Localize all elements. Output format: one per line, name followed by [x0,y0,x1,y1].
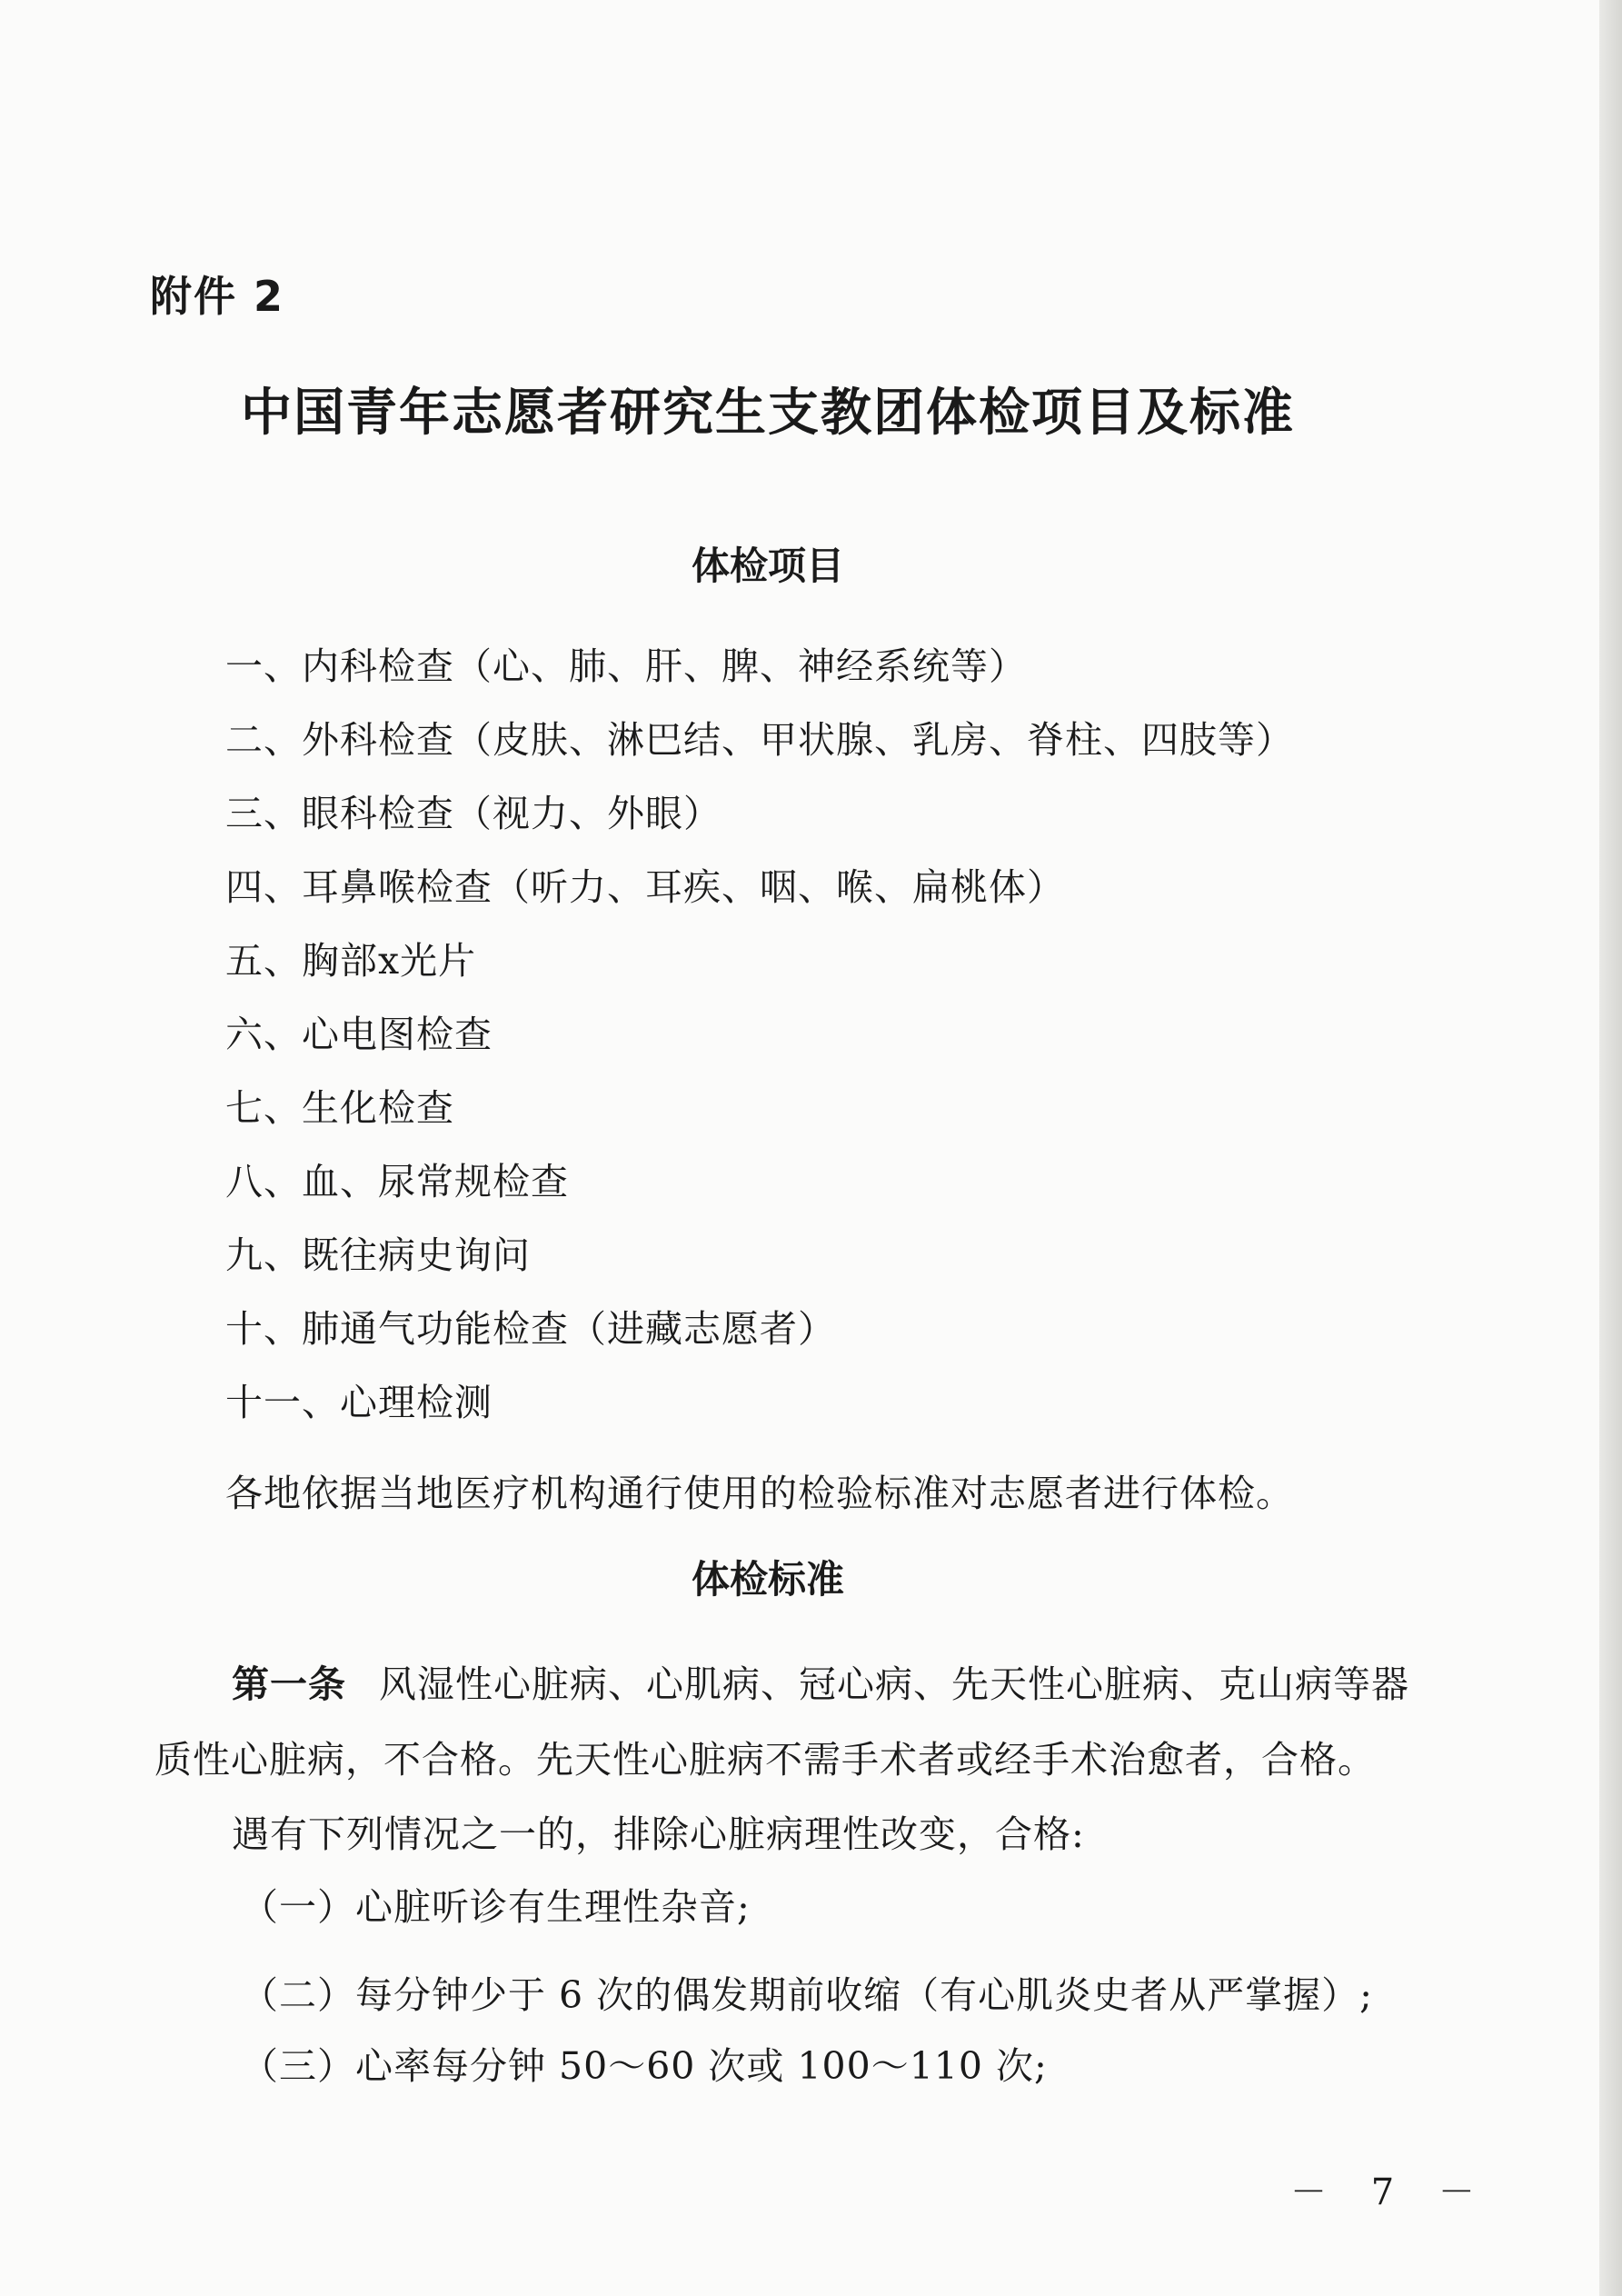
article-1-label: 第一条 [232,1662,346,1706]
attachment-label: 附件 2 [150,272,285,321]
page-number: － 7 － [1290,2171,1491,2213]
exam-item: 三、眼科检查（视力、外眼） [225,792,721,835]
exam-items-heading: 体检项目 [691,544,844,588]
article-1-second-line: 质性心脏病，不合格。先天性心脏病不需手术者或经手术治愈者，合格。 [154,1738,1376,1782]
article-1-intro: 遇有下列情况之一的，排除心脏病理性改变，合格: [232,1812,1085,1856]
document-title: 中国青年志愿者研究生支教团体检项目及标准 [241,383,1295,443]
exam-item: 七、生化检查 [225,1086,454,1130]
article-1-condition: （三）心率每分钟 50～60 次或 100～110 次; [241,2044,1048,2088]
page-edge-shadow [1599,0,1622,2296]
article-1-first-line [232,1654,1409,1708]
article-1-text: 风湿性心脏病、心肌病、冠心病、先天性心脏病、克山病等器 [379,1662,1410,1706]
exam-item: 五、胸部x光片 [225,939,477,983]
exam-item: 二、外科检查（皮肤、淋巴结、甲状腺、乳房、脊柱、四肢等） [225,718,1294,762]
exam-item: 八、血、尿常规检查 [225,1160,569,1203]
exam-item: 十一、心理检测 [225,1381,493,1424]
exam-item: 一、内科检查（心、肺、肝、脾、神经系统等） [225,644,1027,688]
exam-item: 十、肺通气功能检查（进藏志愿者） [225,1307,836,1351]
exam-item: 四、耳鼻喉检查（听力、耳疾、咽、喉、扁桃体） [225,865,1065,909]
exam-item: 九、既往病史询问 [225,1233,531,1277]
exam-item: 六、心电图检查 [225,1013,493,1056]
article-1-condition: （一）心脏听诊有生理性杂音; [241,1885,751,1929]
article-1-condition: （二）每分钟少于 6 次的偶发期前收缩（有心肌炎史者从严掌握）; [241,1973,1373,2017]
standards-heading: 体检标准 [691,1557,844,1602]
exam-items-note: 各地依据当地医疗机构通行使用的检验标准对志愿者进行体检。 [225,1472,1294,1515]
